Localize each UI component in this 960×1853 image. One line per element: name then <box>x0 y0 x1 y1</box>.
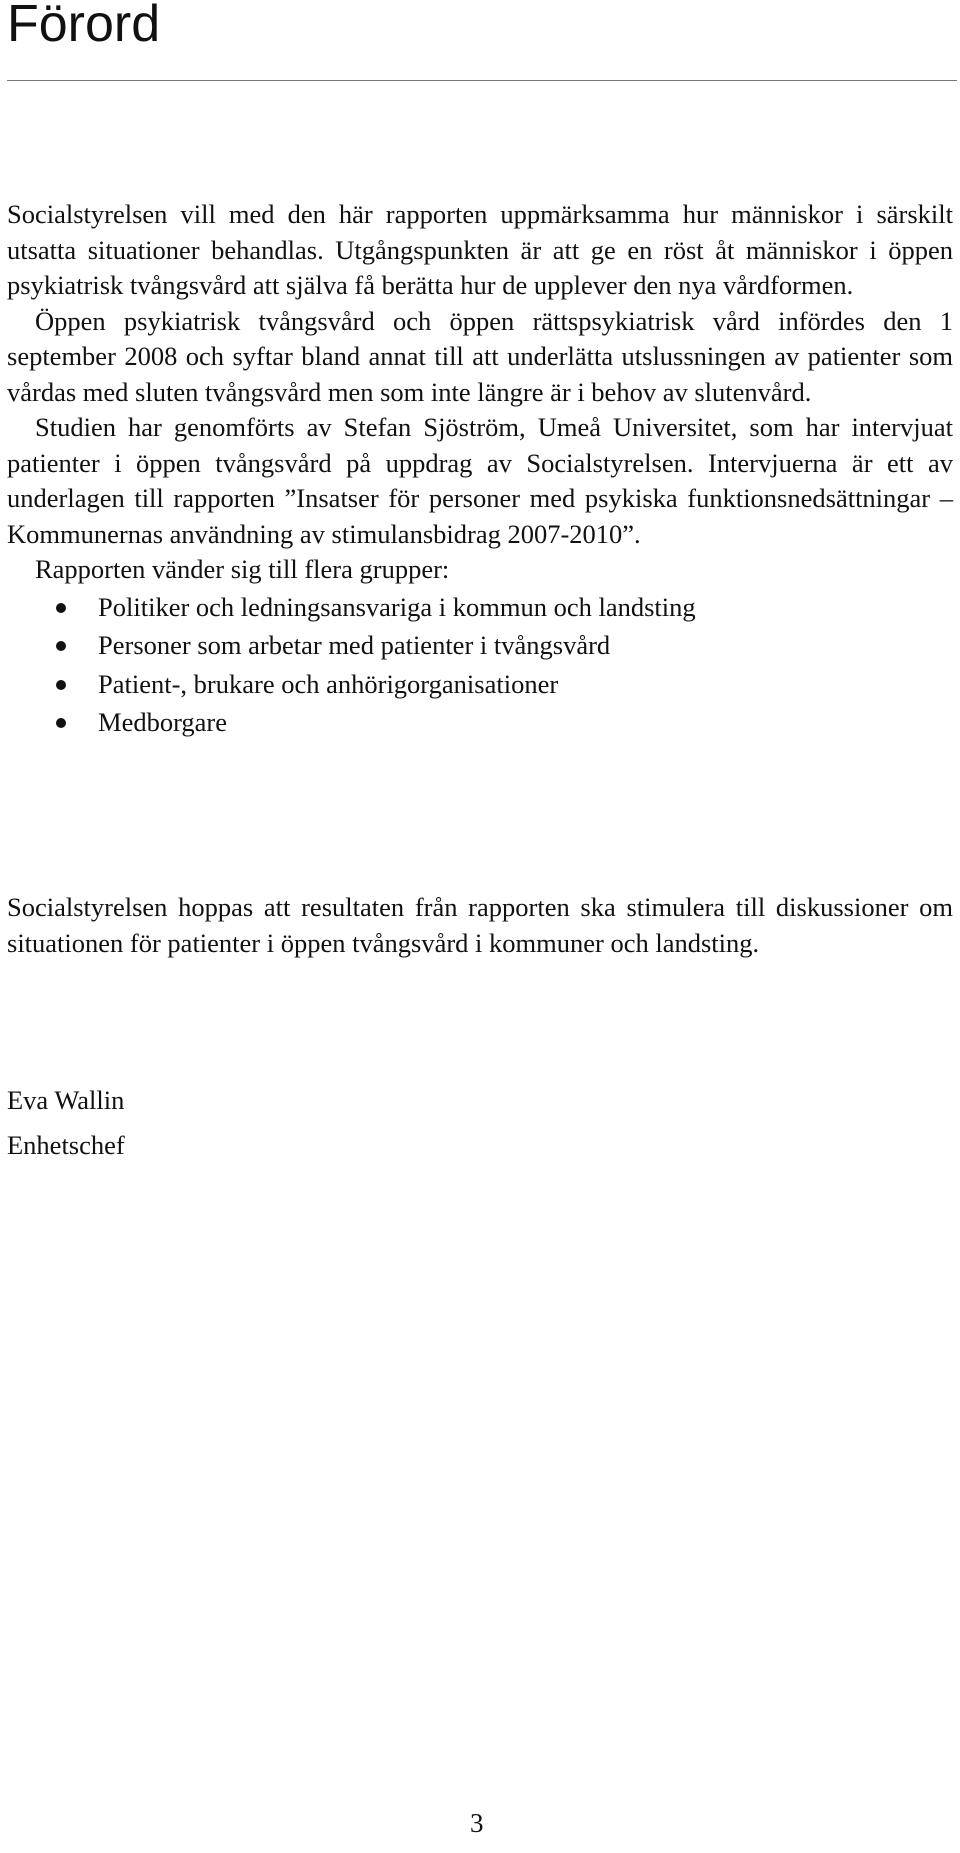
signature-name: Eva Wallin <box>7 1085 125 1115</box>
paragraph-background: Öppen psykiatrisk tvångsvård och öppen rättspsykiatrisk vård infördes den 1 september 2008 och syftar bland annat till att underlätta utslussningen av patienter som vårdas med sluten tvångsvård men som inte längre är i behov av slutenvård. <box>7 305 953 407</box>
signature-block <box>7 1078 125 1168</box>
list-item <box>7 665 953 704</box>
list-item-text: Politiker och ledningsansvariga i kommun och landsting <box>98 591 696 622</box>
list-item-text: Personer som arbetar med patienter i tvångsvård <box>98 630 611 660</box>
bullet-icon <box>56 603 66 613</box>
main-text <box>7 197 953 742</box>
list-item <box>7 626 953 665</box>
list-item-text: Patient-, brukare och anhörigorganisationer <box>98 668 559 699</box>
page-number: 3 <box>470 1808 484 1838</box>
bullet-icon <box>56 641 66 651</box>
page-title: Förord <box>7 0 161 53</box>
list-item <box>7 703 953 742</box>
paragraph-closing: Socialstyrelsen hoppas att resultaten från rapporten ska stimulera till diskussioner om situationen för patienter i öppen tvångsvård i kommuner och landsting. <box>7 892 953 958</box>
heading-rule <box>7 80 957 81</box>
list-item-text: Medborgare <box>98 707 228 737</box>
closing-text <box>7 890 953 961</box>
audience-list <box>7 588 953 742</box>
list-item <box>7 588 953 627</box>
paragraph-intro: Socialstyrelsen vill med den här rapporten uppmärksamma hur människor i särskilt utsatta situationer behandlas. Utgångspunkten är att ge en röst åt människor i öppen psykiatrisk tvångsvård att själva få berätta hur de upplever den nya vårdformen. <box>7 199 953 300</box>
bullet-icon <box>56 680 66 690</box>
signature-role: Enhetschef <box>7 1130 125 1160</box>
bullet-icon <box>56 718 66 728</box>
paragraph-study: Studien har genomförts av Stefan Sjöström, Umeå Universitet, som har intervjuat patienter i öppen tvångsvård på uppdrag av Socialstyrelsen. Intervjuerna är ett av underlagen till rapporten ”Insatser för personer med psykiska funktionsnedsättningar – Kommunernas användning av stimulansbidrag 2007-2010”. <box>7 412 953 549</box>
paragraph-audience: Rapporten vänder sig till flera grupper: <box>35 554 450 584</box>
